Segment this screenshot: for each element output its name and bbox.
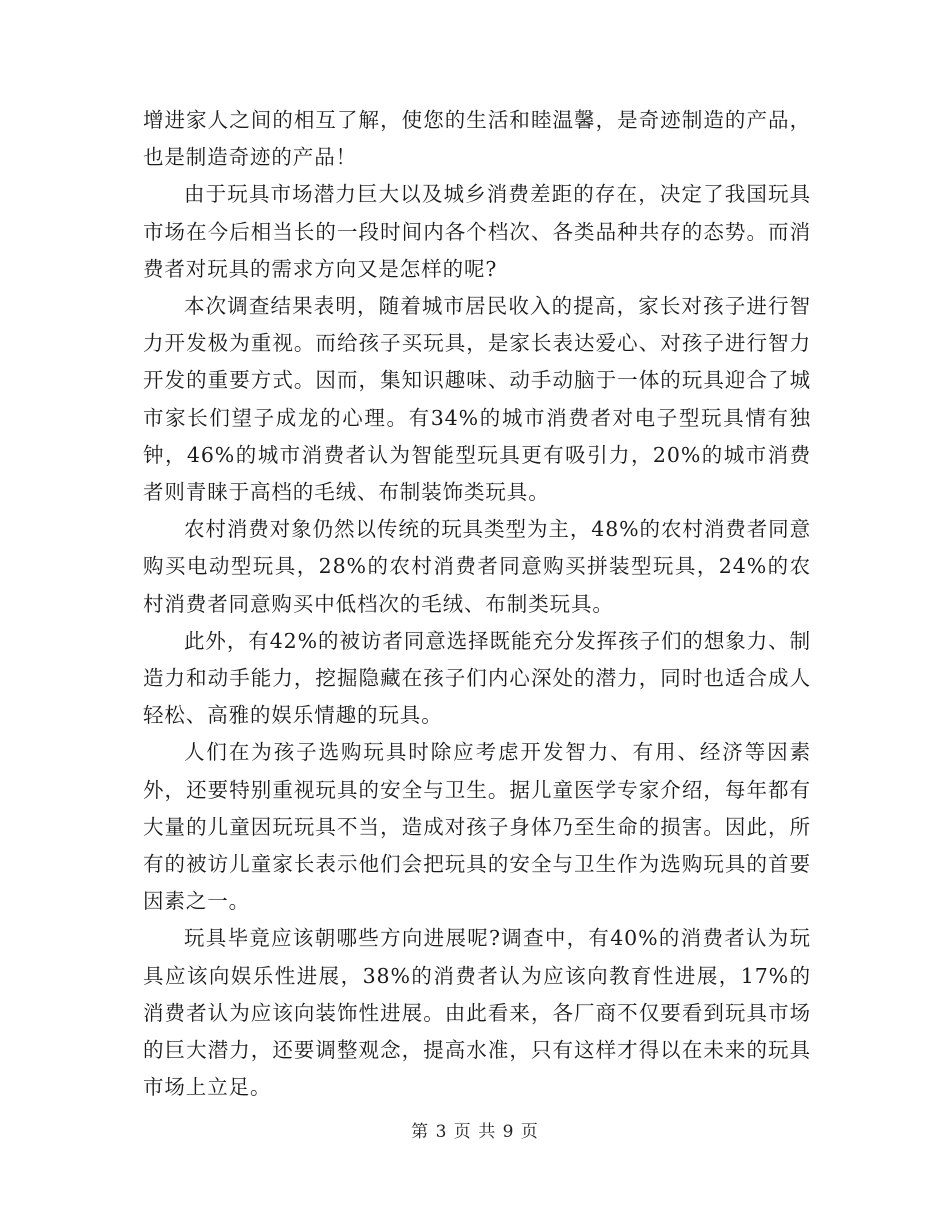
paragraph-safety-hygiene: 人们在为孩子选购玩具时除应考虑开发智力、有用、经济等因素外，还要特别重视玩具的安全与卫生。据儿童医学专家介绍，每年都有大量的儿童因玩玩具不当，造成对孩子身体乃至生命的损害。因此，所有的被访儿童家长表示他们会把玩具的安全与卫生作为选购玩具的首要因素之一。	[143, 740, 811, 914]
paragraph-market-outlook: 由于玩具市场潜力巨大以及城乡消费差距的存在，决定了我国玩具市场在今后相当长的一段时间内各个档次、各类品种共存的态势。而消费者对玩具的需求方向又是怎样的呢?	[143, 182, 811, 281]
paragraph-urban-consumers: 本次调查结果表明，随着城市居民收入的提高，家长对孩子进行智力开发极为重视。而给孩子买玩具，是家长表达爱心、对孩子进行智力开发的重要方式。因而，集知识趣味、动手动脑于一体的玩具迎合了城市家长们望子成龙的心理。有34%的城市消费者对电子型玩具情有独钟，46%的城市消费者认为智能型玩具更有吸引力，20%的城市消费者则青睐于高档的毛绒、布制装饰类玩具。	[143, 294, 811, 505]
paragraph-rural-consumers: 农村消费对象仍然以传统的玩具类型为主，48%的农村消费者同意购买电动型玩具，28%的农村消费者同意购买拼装型玩具，24%的农村消费者同意购买中低档次的毛绒、布制类玩具。	[143, 517, 811, 616]
paragraph-creativity-toys: 此外，有42%的被访者同意选择既能充分发挥孩子们的想象力、制造力和动手能力，挖掘隐藏在孩子们内心深处的潜力，同时也适合成人轻松、高雅的娱乐情趣的玩具。	[143, 628, 811, 728]
paragraph-continued: 增进家人之间的相互了解，使您的生活和睦温馨，是奇迹制造的产品，也是制造奇迹的产品！	[143, 108, 811, 170]
page-number-footer: 第 3 页 共 9 页	[411, 1122, 539, 1142]
paragraph-development-direction: 玩具毕竟应该朝哪些方向进展呢?调查中，有40%的消费者认为玩具应该向娱乐性进展，38%的消费者认为应该向教育性进展，17%的消费者认为应该向装饰性进展。由此看来，各厂商不仅要看到玩具市场的巨大潜力，还要调整观念，提高水准，只有这样才得以在未来的玩具市场上立足。	[143, 926, 811, 1100]
document-body	[143, 102, 811, 1106]
